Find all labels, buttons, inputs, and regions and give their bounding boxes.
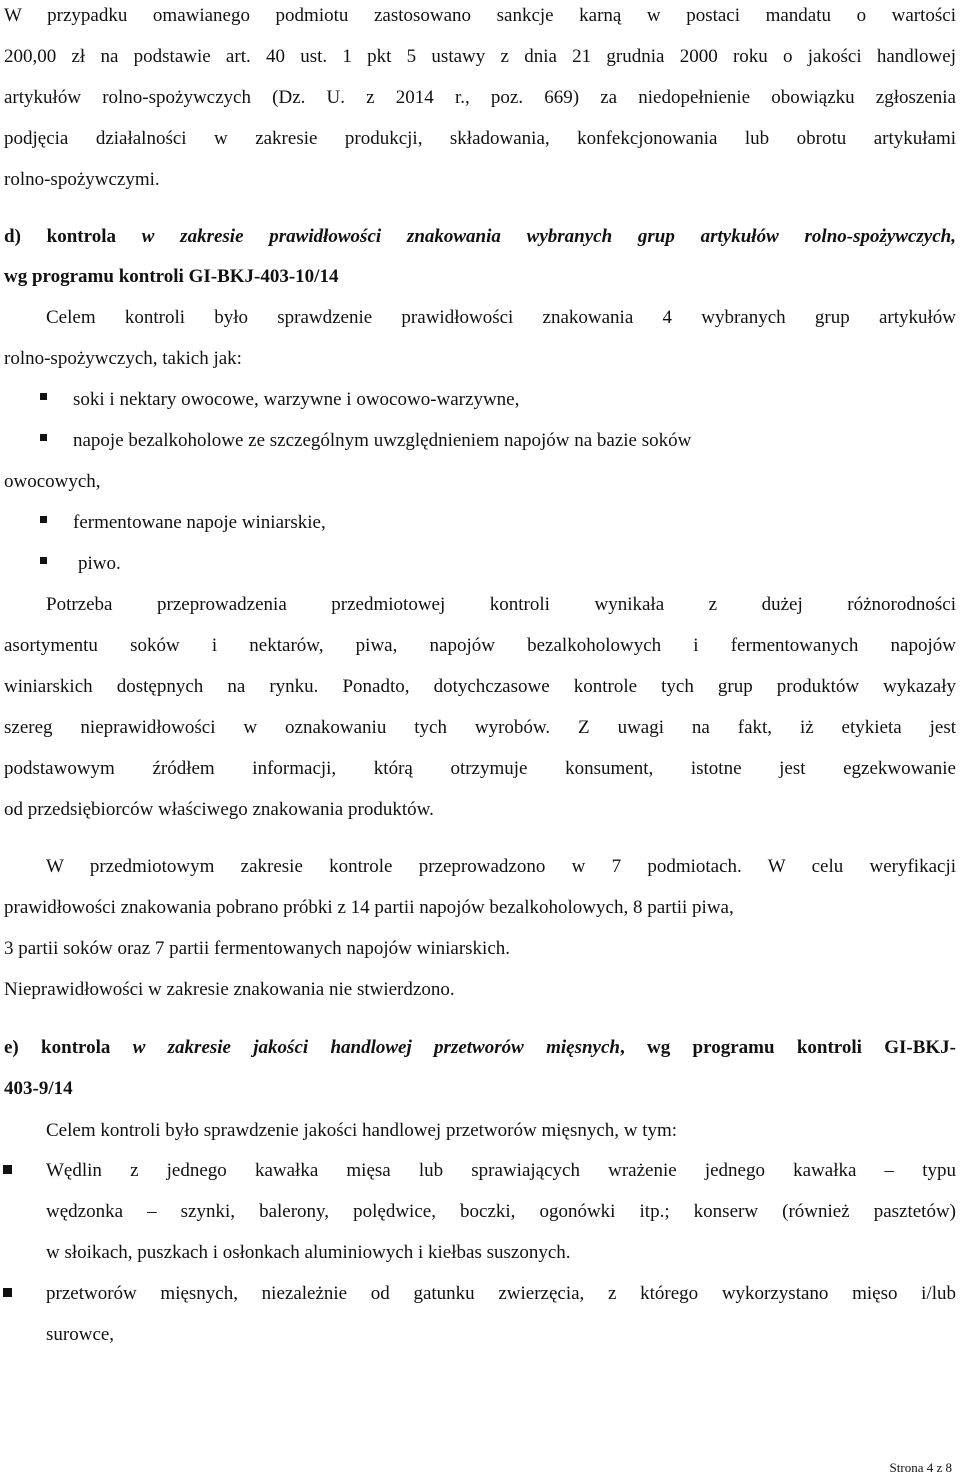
page-number: Strona 4 z 8 — [889, 1460, 952, 1475]
section-e-heading-italic: w zakresie jakości handlowej przetworów mięsnych — [132, 1037, 620, 1058]
bullet-square-icon — [40, 393, 47, 400]
list-item-continuation: owocowych, — [4, 471, 101, 492]
paragraph-line: szereg nieprawidłowości w oznakowaniu tych wyrobów. Z uwagi na fakt, iż etykieta jest — [4, 717, 956, 738]
list-item: w słoikach, puszkach i osłonkach aluminiowych i kiełbas suszonych. — [46, 1242, 571, 1263]
paragraph-line: 3 partii soków oraz 7 partii fermentowanych napojów winiarskich. — [4, 938, 510, 959]
intro-line: W przypadku omawianego podmiotu zastosowano sankcje karną w postaci mandatu o wartości — [4, 5, 956, 26]
section-e-purpose: Celem kontroli było sprawdzenie jakości handlowej przetworów mięsnych, w tym: — [46, 1120, 678, 1141]
intro-line: podjęcia działalności w zakresie produkcji, składowania, konfekcjonowania lub obrotu artykułami — [4, 128, 956, 149]
list-item: Wędlin z jednego kawałka mięsa lub sprawiających wrażenie jednego kawałka – typu — [46, 1160, 956, 1181]
list-item: przetworów mięsnych, niezależnie od gatunku zwierzęcia, z którego wykorzystano mięso i/lub — [46, 1283, 956, 1304]
section-d-purpose: Celem kontroli było sprawdzenie prawidłowości znakowania 4 wybranych grup artykułów — [46, 307, 956, 328]
list-item: piwo. — [78, 553, 121, 574]
paragraph-line: Potrzeba przeprowadzenia przedmiotowej kontroli wynikała z dużej różnorodności — [46, 594, 956, 615]
list-item: soki i nektary owocowe, warzywne i owocowo-warzywne, — [73, 389, 520, 410]
bullet-square-icon — [3, 1165, 12, 1174]
paragraph-line: Nieprawidłowości w zakresie znakowania nie stwierdzono. — [4, 979, 455, 1000]
bullet-square-icon — [3, 1288, 12, 1297]
list-item: surowce, — [46, 1324, 115, 1345]
list-item: wędzonka – szynki, balerony, polędwice, boczki, ogonówki itp.; konserw (również pasztetów) — [46, 1201, 956, 1222]
section-d-heading-prefix: d) kontrola — [4, 226, 142, 247]
bullet-square-icon — [40, 434, 47, 441]
section-d-heading-line2: wg programu kontroli GI-BKJ-403-10/14 — [4, 266, 339, 287]
section-d-purpose: rolno-spożywczych, takich jak: — [4, 348, 242, 369]
bullet-square-icon — [40, 557, 47, 564]
section-d-heading-italic: w zakresie prawidłowości znakowania wybranych grup artykułów rolno-spożywczych, — [141, 226, 956, 247]
paragraph-line: od przedsiębiorców właściwego znakowania produktów. — [4, 799, 434, 820]
intro-line: 200,00 zł na podstawie art. 40 ust. 1 pkt 5 ustawy z dnia 21 grudnia 2000 roku o jakości handlowej — [4, 46, 956, 67]
paragraph-line: asortymentu soków i nektarów, piwa, napojów bezalkoholowych i fermentowanych napojów — [4, 635, 956, 656]
section-d-heading — [4, 225, 956, 249]
section-e-heading-line2: 403-9/14 — [4, 1078, 73, 1099]
paragraph-line: W przedmiotowym zakresie kontrole przeprowadzono w 7 podmiotach. W celu weryfikacji — [46, 856, 956, 877]
intro-line: artykułów rolno-spożywczych (Dz. U. z 2014 r., poz. 669) za niedopełnienie obowiązku zgłoszenia — [4, 87, 956, 108]
section-e-heading-prefix: e) kontrola — [4, 1037, 133, 1058]
section-e-heading — [4, 1036, 956, 1060]
section-e-heading-suffix: , wg programu kontroli GI-BKJ- — [619, 1037, 957, 1058]
paragraph-line: winiarskich dostępnych na rynku. Ponadto, dotychczasowe kontrole tych grup produktów wykazały — [4, 676, 956, 697]
intro-line: rolno-spożywczymi. — [4, 169, 160, 190]
list-item: fermentowane napoje winiarskie, — [73, 512, 326, 533]
list-item: napoje bezalkoholowe ze szczególnym uwzględnieniem napojów na bazie soków — [73, 430, 692, 451]
paragraph-line: podstawowym źródłem informacji, którą otrzymuje konsument, istotne jest egzekwowanie — [4, 758, 956, 779]
bullet-square-icon — [40, 516, 47, 523]
paragraph-line: prawidłowości znakowania pobrano próbki z 14 partii napojów bezalkoholowych, 8 partii piwa, — [4, 897, 734, 918]
